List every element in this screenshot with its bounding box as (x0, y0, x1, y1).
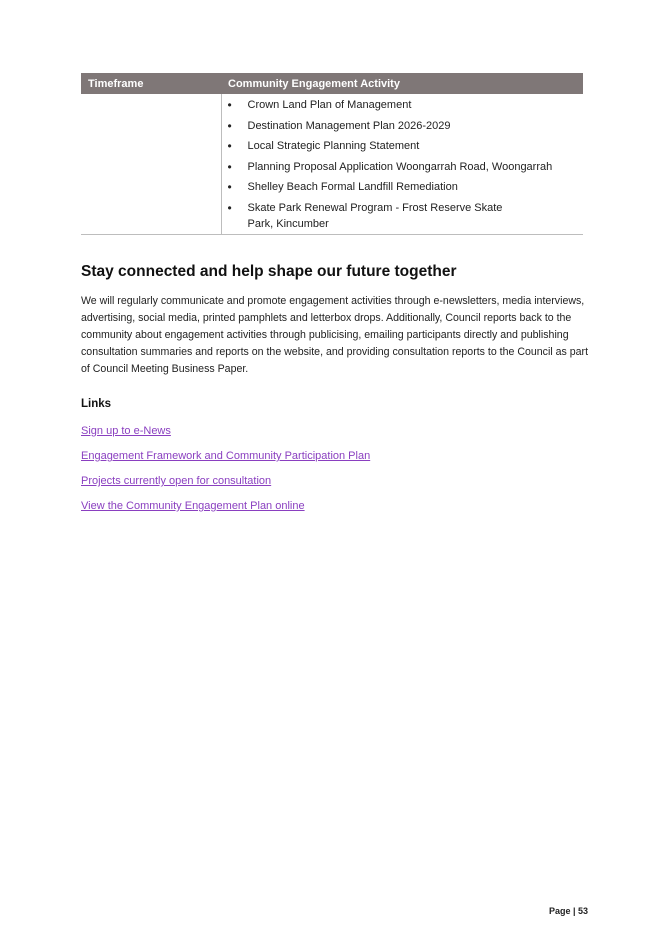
list-item: • Skate Park Renewal Program - Frost Reserve Skate Park, Kincumber (222, 200, 528, 232)
header-community-engagement-activity: Community Engagement Activity (221, 73, 583, 94)
sign-up-enews-link[interactable]: Sign up to e-News (81, 425, 171, 437)
table-header-row (81, 73, 583, 94)
activity-list (222, 97, 584, 232)
view-engagement-plan-link[interactable]: View the Community Engagement Plan online (81, 500, 305, 512)
list-item: • Planning Proposal Application Woongarrah Road, Woongarrah (222, 159, 584, 175)
section-paragraph: We will regularly communicate and promote engagement activities through e-newsletters, media interviews, advertising, social media, printed pamphlets and letterbox drops. Additionally, Council reports back to the community about engagement activities through publicising, emailing participants directly and publishing consultation summaries and reports on the website, and providing consultation reports to the Council as part of Council Meeting Business Paper. (81, 295, 589, 375)
list-item: • Destination Management Plan 2026-2029 (222, 118, 584, 134)
list-item: • Crown Land Plan of Management (222, 97, 584, 113)
activity-cell (221, 94, 583, 234)
page-number: Page | 53 (548, 906, 588, 916)
engagement-framework-link[interactable]: Engagement Framework and Community Participation Plan (81, 450, 371, 462)
links-heading: Links (81, 398, 112, 410)
table-row (81, 94, 583, 234)
list-item: • Shelley Beach Formal Landfill Remediation (222, 179, 584, 195)
engagement-activity-table (81, 73, 583, 235)
timeframe-cell (81, 94, 221, 234)
section-heading: Stay connected and help shape our future together (81, 263, 457, 280)
list-item: • Local Strategic Planning Statement (222, 138, 584, 154)
projects-open-consultation-link[interactable]: Projects currently open for consultation (81, 475, 272, 487)
header-timeframe: Timeframe (81, 73, 221, 94)
